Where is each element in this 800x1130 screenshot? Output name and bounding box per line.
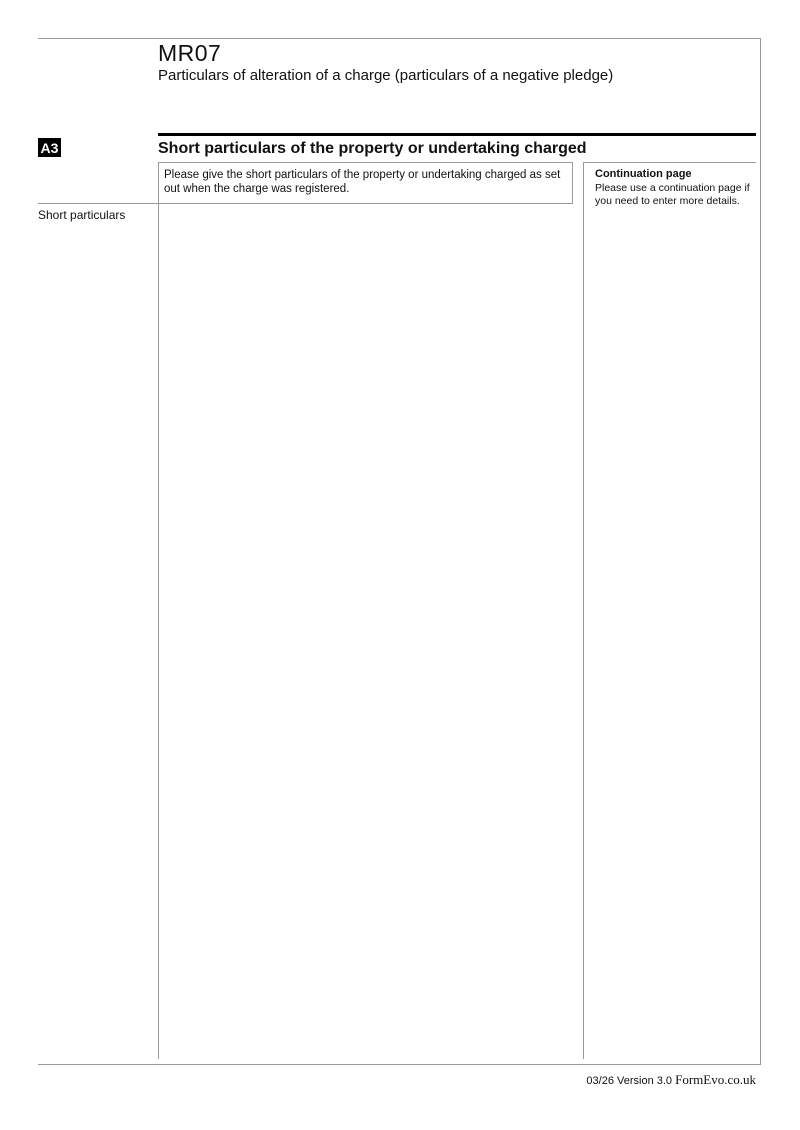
continuation-heading: Continuation page	[595, 168, 692, 180]
form-code: MR07	[158, 40, 222, 66]
sidebar-top-border	[583, 162, 756, 163]
footer-brand: FormEvo.co.uk	[675, 1072, 756, 1087]
continuation-text: Please use a continuation page if you need to enter more details.	[595, 182, 750, 207]
short-particulars-field[interactable]	[158, 204, 572, 1059]
guidance-top-border	[158, 162, 573, 163]
form-title: Particulars of alteration of a charge (particulars of a negative pledge)	[158, 67, 614, 84]
guidance-right-border	[572, 162, 573, 204]
footer	[586, 1072, 756, 1088]
guidance-left-border	[158, 162, 159, 204]
section-divider	[158, 133, 756, 136]
right-border	[760, 38, 761, 1064]
short-particulars-label: Short particulars	[38, 208, 126, 222]
section-badge: A3	[38, 138, 61, 157]
bottom-divider	[38, 1064, 761, 1065]
sidebar-left-border	[583, 162, 584, 1059]
top-divider	[38, 38, 761, 39]
guidance-text: Please give the short particulars of the property or undertaking charged as set out when the charge was registered.	[164, 169, 561, 195]
footer-version: 03/26 Version 3.0	[586, 1075, 673, 1087]
section-title: Short particulars of the property or undertaking charged	[158, 140, 587, 157]
